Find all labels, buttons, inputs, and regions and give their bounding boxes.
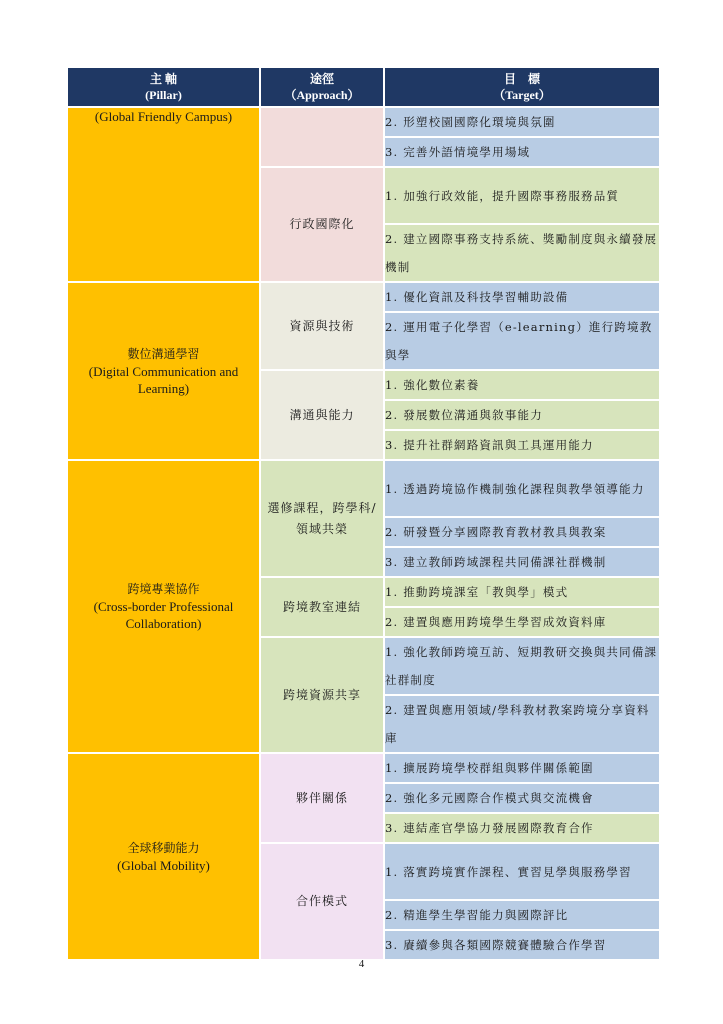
pillar-global-friendly-campus: (Global Friendly Campus) xyxy=(67,107,260,282)
target-item: 1. 加強行政效能，提升國際事務服務品質 xyxy=(384,167,660,224)
target-item: 3. 完善外語情境學用場域 xyxy=(384,137,660,167)
target-item: 3. 建立教師跨域課程共同備課社群機制 xyxy=(384,547,660,577)
approach-communication: 溝通與能力 xyxy=(260,370,384,460)
target-item: 1. 落實跨境實作課程、實習見學與服務學習 xyxy=(384,843,660,900)
target-item: 1. 強化教師跨境互訪、短期教研交換與共同備課社群制度 xyxy=(384,637,660,695)
pillar-cross-border-collaboration: 跨境專業協作 (Cross-border Professional Collaboration) xyxy=(67,460,260,753)
target-column-header: 目 標 （Target） xyxy=(384,67,660,107)
approach-cooperation: 合作模式 xyxy=(260,843,384,960)
target-item: 1. 擴展跨境學校群組與夥伴關係範圍 xyxy=(384,753,660,783)
target-item: 1. 推動跨境課室「教與學」模式 xyxy=(384,577,660,607)
pillar-global-mobility: 全球移動能力 (Global Mobility) xyxy=(67,753,260,960)
target-item: 1. 強化數位素養 xyxy=(384,370,660,400)
approach-admin: 行政國際化 xyxy=(260,167,384,282)
target-item: 3. 賡續參與各類國際競賽體驗合作學習 xyxy=(384,930,660,960)
target-item: 2. 建立國際事務支持系統、獎勵制度與永續發展機制 xyxy=(384,224,660,282)
approach-partners: 夥伴關係 xyxy=(260,753,384,843)
page-number: 4 xyxy=(358,958,365,970)
table-row xyxy=(67,753,660,783)
table-row xyxy=(67,460,660,517)
target-item: 1. 透過跨境協作機制強化課程與教學領導能力 xyxy=(384,460,660,517)
target-item: 3. 提升社群網路資訊與工具運用能力 xyxy=(384,430,660,460)
approach-courses: 選修課程，跨學科/領域共榮 xyxy=(260,460,384,577)
approach-sharing: 跨境資源共享 xyxy=(260,637,384,753)
table-row xyxy=(67,107,660,137)
pillar-column-header: 主 軸 (Pillar) xyxy=(67,67,260,107)
approach-blank-cell xyxy=(260,107,384,167)
target-item: 2. 建置與應用跨境學生學習成效資料庫 xyxy=(384,607,660,637)
target-item: 2. 運用電子化學習（e-learning）進行跨境教與學 xyxy=(384,312,660,370)
approach-resources: 資源與技術 xyxy=(260,282,384,370)
approach-classroom: 跨境教室連結 xyxy=(260,577,384,637)
target-item: 2. 形塑校園國際化環境與氛圍 xyxy=(384,107,660,137)
target-item: 2. 發展數位溝通與敘事能力 xyxy=(384,400,660,430)
table-row xyxy=(67,282,660,312)
international-education-plan-table xyxy=(67,67,660,960)
target-item: 1. 優化資訊及科技學習輔助設備 xyxy=(384,282,660,312)
target-item: 2. 研發暨分享國際教育教材教具與教案 xyxy=(384,517,660,547)
pillar-digital-communication: 數位溝通學習 (Digital Communication and Learning) xyxy=(67,282,260,460)
target-item: 2. 建置與應用領域/學科教材教案跨境分享資料庫 xyxy=(384,695,660,753)
approach-column-header: 途徑 （Approach） xyxy=(260,67,384,107)
target-item: 2. 精進學生學習能力與國際評比 xyxy=(384,900,660,930)
target-item: 3. 連結產官學協力發展國際教育合作 xyxy=(384,813,660,843)
target-item: 2. 強化多元國際合作模式與交流機會 xyxy=(384,783,660,813)
table-header-row xyxy=(67,67,660,107)
